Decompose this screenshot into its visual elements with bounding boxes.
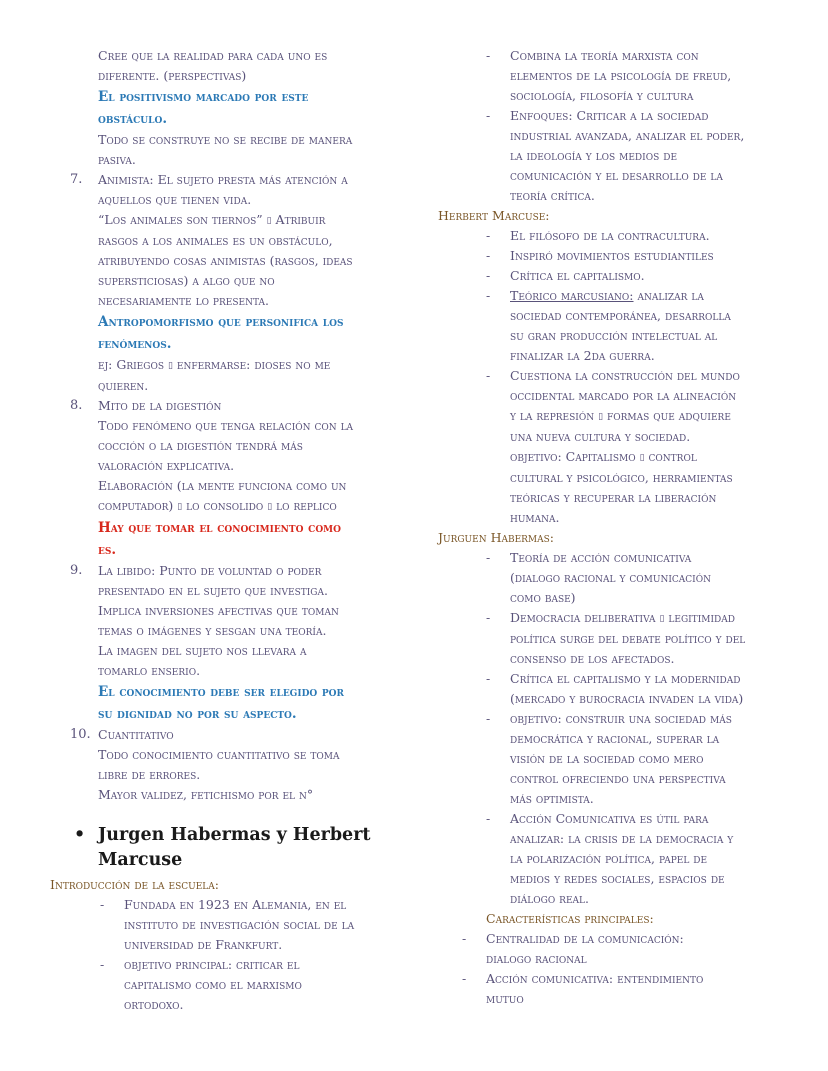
text-line: tomarlo enserio. [98, 663, 201, 678]
text-line [510, 406, 788, 427]
habermas-label: Jurguen Habermas: [438, 530, 555, 545]
highlight-blue: obstáculo. [98, 111, 168, 127]
right-column [438, 46, 788, 1009]
text-span: Atribuir [271, 212, 326, 227]
dash-icon: - [486, 550, 491, 565]
text-line: Todo conocimiento cuantitativo se toma [98, 747, 340, 762]
text-line: Combina la teoría marxista con [510, 48, 699, 63]
text-line: Centralidad de la comunicación: [486, 931, 684, 946]
text-line: El filósofo de la contracultura. [510, 228, 710, 243]
features-list [412, 929, 788, 1009]
text-line: Implica inversiones afectivas que toman [98, 603, 339, 618]
text-line: democrática y racional, superar la [510, 731, 720, 746]
text-line: la ideología y los medios de [510, 148, 678, 163]
text-line: Fundada en 1923 en Alemania, en el [124, 897, 347, 912]
text-line: medios y redes sociales, espacios de [510, 871, 725, 886]
text-line [98, 210, 395, 231]
features-label: Características principales: [486, 911, 654, 926]
text-line: humana. [510, 510, 560, 525]
text-line [98, 496, 395, 517]
text-line: (dialogo racional y comunicación [510, 570, 711, 585]
text-line: teóricas y recuperar la liberación [510, 490, 717, 505]
dash-icon: - [462, 931, 467, 946]
text-line: más optimista. [510, 791, 594, 806]
item-number: 8. [70, 398, 83, 413]
text-line: cultural y psicológico, herramientas [510, 470, 733, 485]
list-item [438, 266, 788, 286]
text-line: Enfoques: Criticar a la sociedad [510, 108, 709, 123]
list-item [438, 709, 788, 809]
dash-icon: - [486, 268, 491, 283]
text-line: valoración explicativa. [98, 458, 235, 473]
text-line: Crítica el capitalismo y la modernidad [510, 671, 741, 686]
text-line: Animista: El sujeto presta más atención a [98, 172, 348, 187]
text-span: control [644, 449, 697, 464]
text-span: y la represión [510, 408, 599, 423]
left-column [50, 46, 395, 1015]
text-line: ortodoxo. [124, 997, 184, 1012]
list-item-9 [50, 561, 395, 725]
text-line: libre de errores. [98, 767, 201, 782]
school-list [50, 895, 395, 1015]
list-item [438, 106, 788, 206]
dash-icon: - [486, 228, 491, 243]
heading-line: Jurgen Habermas y Herbert [98, 825, 371, 845]
text-line: sociología, filosofía y cultura [510, 88, 694, 103]
missing-glyph-icon: ▯ [177, 502, 183, 512]
text-line [510, 608, 788, 629]
text-line: dialogo racional [486, 951, 587, 966]
list-item [438, 246, 788, 266]
text-line: Mito de la digestión [98, 398, 222, 413]
text-line: visión de la sociedad como mero [510, 751, 704, 766]
habermas-list [438, 548, 788, 909]
list-item [412, 969, 788, 1009]
list-item [412, 929, 788, 969]
text-line: occidental marcado por la alineación [510, 388, 737, 403]
text-line: teoría crítica. [510, 188, 595, 203]
dash-icon: - [486, 811, 491, 826]
text-line: La imagen del sujeto nos llevara a [98, 643, 307, 658]
dash-icon: - [462, 971, 467, 986]
text-line: Mayor validez, fetichismo por el n° [98, 787, 314, 802]
text-line: industrial avanzada, analizar el poder, [510, 128, 745, 143]
text-line: temas o imágenes y sesgan una teoría. [98, 623, 327, 638]
list-item [438, 608, 788, 669]
text-line: Teoría de acción comunicativa [510, 550, 692, 565]
list-item [438, 548, 788, 608]
item-number: 7. [70, 172, 83, 187]
text-line: aquellos que tienen vida. [98, 192, 252, 207]
text-line: presentado en el sujeto que investiga. [98, 583, 328, 598]
text-span: legitimidad [664, 610, 735, 625]
text-line: La libido: Punto de voluntad o poder [98, 563, 322, 578]
section-heading [50, 823, 395, 873]
dash-icon: - [486, 711, 491, 726]
text-line: pasiva. [98, 152, 136, 167]
text-line: finalizar la 2da guerra. [510, 348, 655, 363]
dash-icon: - [486, 48, 491, 63]
missing-glyph-icon: ▯ [598, 412, 604, 422]
school-intro-label: Introducción de la escuela: [50, 877, 219, 892]
text-line: analizar: la crisis de la democracia y [510, 831, 734, 846]
text-line: rasgos a los animales es un obstáculo, [98, 233, 333, 248]
missing-glyph-icon: ▯ [267, 502, 273, 512]
text-span: enfermarse: dioses no me [172, 357, 331, 372]
text-span: analizar la [633, 288, 704, 303]
text-line: Todo fenómeno que tenga relación con la [98, 418, 354, 433]
text-line: como base) [510, 590, 576, 605]
list-item [438, 366, 788, 528]
text-line: su gran producción intelectual al [510, 328, 718, 343]
bullet-icon: • [74, 825, 86, 845]
text-line: una nueva cultura y sociedad. [510, 429, 691, 444]
text-span: objetivo: Capitalismo [510, 449, 640, 464]
text-span: “Los animales son tiernos” [98, 212, 267, 227]
text-line: universidad de Frankfurt. [124, 937, 283, 952]
text-line: diferente. (perspectivas) [98, 68, 247, 83]
text-line [98, 355, 395, 376]
text-line: Cuestiona la construcción del mundo [510, 368, 740, 383]
highlight-red: Hay que tomar el conocimiento como [98, 520, 341, 536]
intro-block [50, 46, 395, 170]
item-number: 10. [70, 727, 91, 742]
frankfurt-list [438, 46, 788, 206]
text-line: objetivo: construir una sociedad más [510, 711, 732, 726]
missing-glyph-icon: ▯ [266, 216, 272, 226]
list-item-8 [50, 396, 395, 561]
highlight-blue: fenómenos. [98, 336, 172, 352]
missing-glyph-icon: ▯ [639, 453, 645, 463]
text-line: comunicación y el desarrollo de la [510, 168, 723, 183]
text-span: Democracia deliberativa [510, 610, 660, 625]
list-item [438, 809, 788, 909]
text-line: capitalismo como el marxismo [124, 977, 302, 992]
dash-icon: - [486, 610, 491, 625]
text-line: cocción o la digestión tendrá más [98, 438, 303, 453]
text-line: objetivo principal: criticar el [124, 957, 300, 972]
text-line: Cuantitativo [98, 727, 174, 742]
missing-glyph-icon: ▯ [659, 614, 665, 624]
dash-icon: - [100, 897, 105, 912]
underlined-term: Teórico marcusiano: [510, 288, 634, 303]
text-line: quieren. [98, 378, 149, 393]
list-item [438, 46, 788, 106]
text-line: política surge del debate político y del [510, 631, 746, 646]
list-item-7 [50, 170, 395, 396]
heading-line: Marcuse [98, 850, 183, 870]
list-item [438, 226, 788, 246]
list-item [438, 669, 788, 709]
text-line: sociedad contemporánea, desarrolla [510, 308, 731, 323]
text-span: formas que adquiere [603, 408, 731, 423]
text-line: supersticiosas) a algo que no [98, 273, 275, 288]
text-line: mutuo [486, 991, 524, 1006]
marcuse-list [438, 226, 788, 528]
text-line: Cree que la realidad para cada uno es [98, 48, 328, 63]
list-item [50, 895, 395, 955]
text-line: necesariamente lo presenta. [98, 293, 269, 308]
highlight-red: es. [98, 542, 117, 558]
text-span: computador) [98, 498, 178, 513]
dash-icon: - [486, 288, 491, 303]
dash-icon: - [100, 957, 105, 972]
dash-icon: - [486, 368, 491, 383]
list-item [438, 286, 788, 366]
dash-icon: - [486, 108, 491, 123]
dash-icon: - [486, 671, 491, 686]
text-line: la polarización política, papel de [510, 851, 708, 866]
text-line [510, 286, 788, 306]
text-span: lo replico [272, 498, 337, 513]
text-span: ej: Griegos [98, 357, 168, 372]
text-span: lo consolido [182, 498, 268, 513]
text-line: atribuyendo cosas animistas (rasgos, ideas [98, 253, 353, 268]
text-line: consenso de los afectados. [510, 651, 675, 666]
text-line: Elaboración (la mente funciona como un [98, 478, 347, 493]
highlight-blue: El conocimiento debe ser elegido por [98, 684, 345, 700]
text-line: (mercado y burocracia invaden la vida) [510, 691, 744, 706]
text-line: control ofreciendo una perspectiva [510, 771, 726, 786]
text-line [510, 447, 788, 468]
text-line: Acción comunicativa: entendimiento [486, 971, 704, 986]
missing-glyph-icon: ▯ [167, 361, 173, 371]
item-number: 9. [70, 563, 83, 578]
dash-icon: - [486, 248, 491, 263]
highlight-blue: su dignidad no por su aspecto. [98, 706, 297, 722]
text-line: Todo se construye no se recibe de manera [98, 132, 353, 147]
text-line: Acción Comunicativa es útil para [510, 811, 709, 826]
text-line: Crítica el capitalismo. [510, 268, 645, 283]
highlight-blue: El positivismo marcado por este [98, 89, 309, 105]
list-item-10 [50, 725, 395, 805]
text-line: instituto de investigación social de la [124, 917, 355, 932]
text-line: Inspiró movimientos estudiantiles [510, 248, 714, 263]
text-line: diálogo real. [510, 891, 589, 906]
highlight-blue: Antropomorfismo que personifica los [98, 314, 344, 330]
list-item [50, 955, 395, 1015]
text-line: elementos de la psicología de freud, [510, 68, 732, 83]
marcuse-label: Herbert Marcuse: [438, 208, 550, 223]
